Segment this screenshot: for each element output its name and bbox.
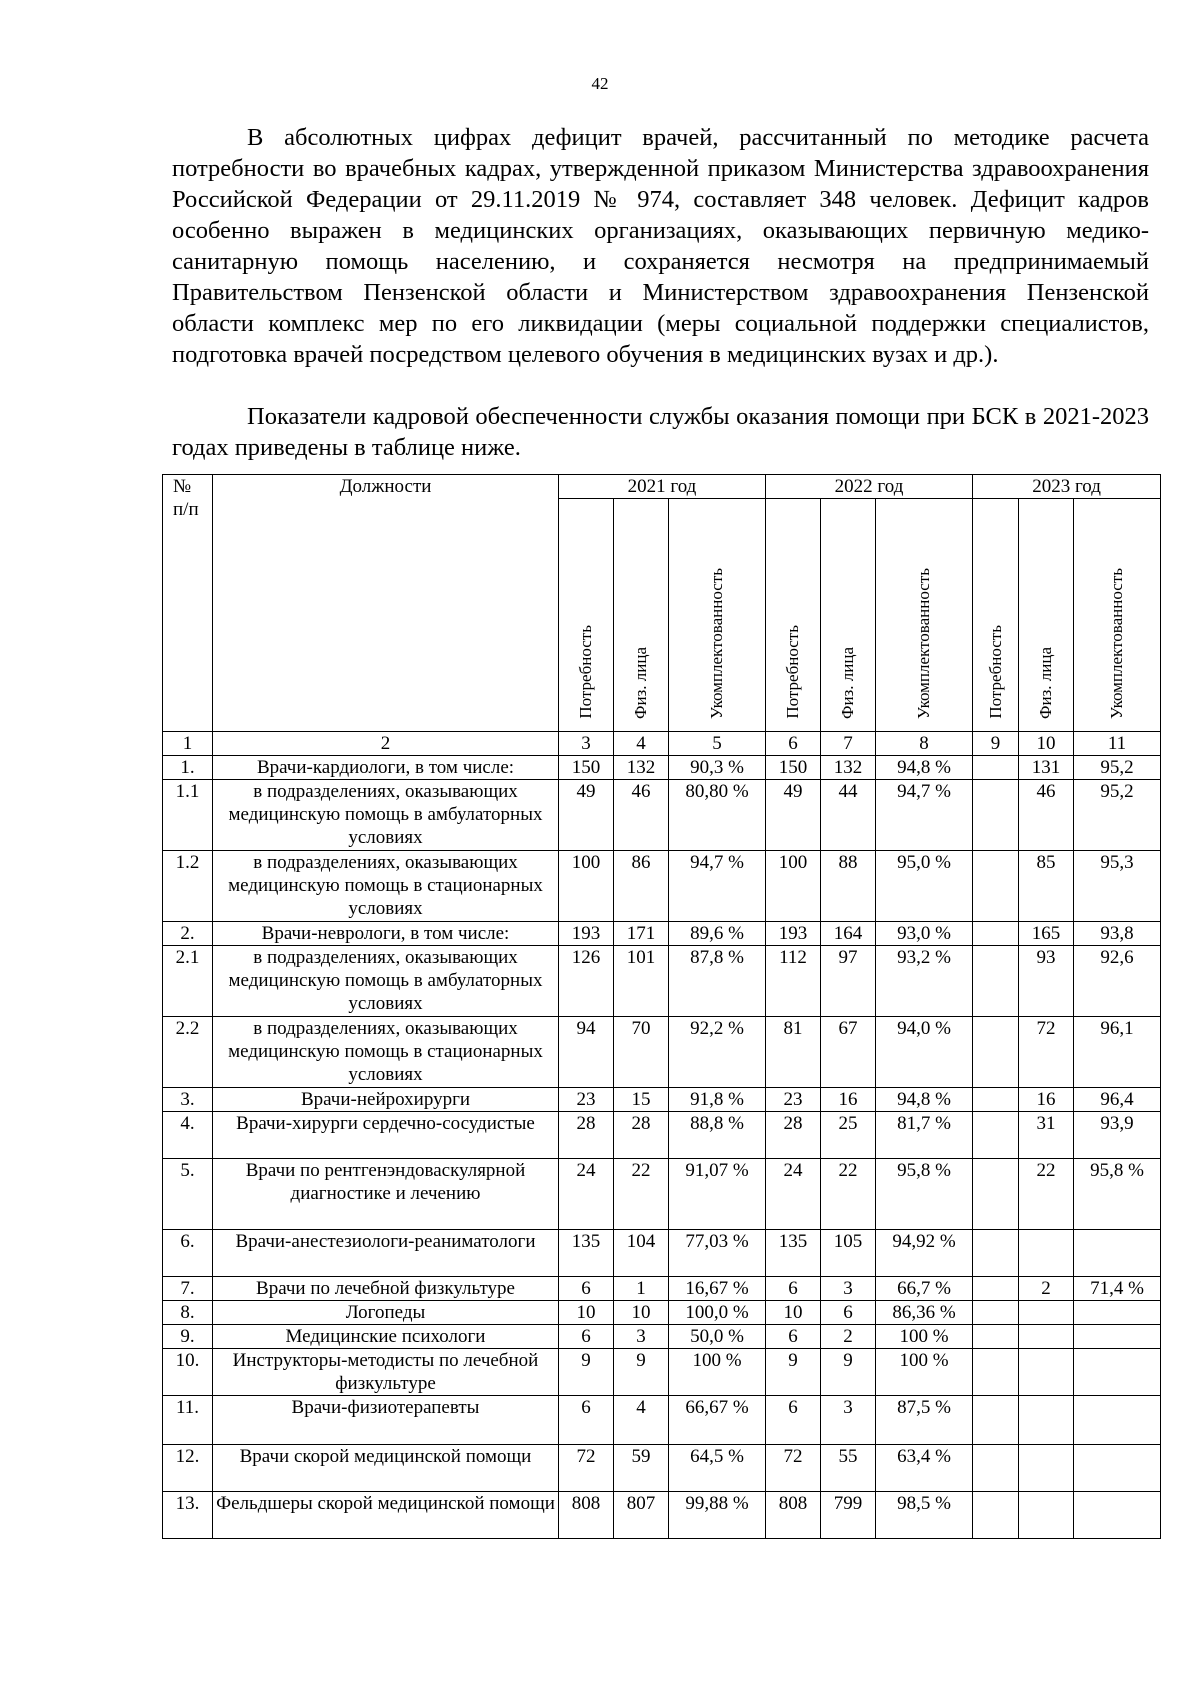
row-value: 6 bbox=[766, 1396, 821, 1445]
row-value: 100 % bbox=[876, 1325, 973, 1349]
row-value bbox=[973, 1112, 1019, 1159]
row-value: 81 bbox=[766, 1017, 821, 1088]
row-value bbox=[1019, 1230, 1074, 1277]
row-value: 16 bbox=[821, 1088, 876, 1112]
header-persons-2021: Физ. лица bbox=[614, 499, 669, 732]
row-value: 94,8 % bbox=[876, 1088, 973, 1112]
staffing-table bbox=[162, 474, 1161, 1539]
row-position: Врачи-неврологи, в том числе: bbox=[213, 922, 559, 946]
row-value: 28 bbox=[559, 1112, 614, 1159]
row-value: 71,4 % bbox=[1074, 1277, 1161, 1301]
row-position: Врачи-кардиологи, в том числе: bbox=[213, 756, 559, 780]
row-value bbox=[973, 1445, 1019, 1492]
row-value bbox=[973, 1492, 1019, 1539]
row-number: 13. bbox=[163, 1492, 213, 1539]
row-value: 31 bbox=[1019, 1112, 1074, 1159]
row-value: 6 bbox=[559, 1325, 614, 1349]
row-value: 99,88 % bbox=[669, 1492, 766, 1539]
row-value: 86 bbox=[614, 851, 669, 922]
row-value: 95,3 bbox=[1074, 851, 1161, 922]
header-year-2021: 2021 год bbox=[559, 475, 766, 499]
row-value: 10 bbox=[559, 1301, 614, 1325]
page-number: 42 bbox=[591, 74, 609, 93]
row-value: 95,2 bbox=[1074, 756, 1161, 780]
row-value bbox=[973, 780, 1019, 851]
row-value: 16,67 % bbox=[669, 1277, 766, 1301]
table-row bbox=[163, 1088, 1161, 1112]
col-number: 7 bbox=[821, 732, 876, 756]
row-value: 59 bbox=[614, 1445, 669, 1492]
row-number: 2.2 bbox=[163, 1017, 213, 1088]
table-row bbox=[163, 1230, 1161, 1277]
col-number: 3 bbox=[559, 732, 614, 756]
col-number: 5 bbox=[669, 732, 766, 756]
table-row bbox=[163, 1445, 1161, 1492]
row-value: 100,0 % bbox=[669, 1301, 766, 1325]
row-position: в подразделениях, оказывающих медицинскую помощь в стационарных условиях bbox=[213, 1017, 559, 1088]
row-value bbox=[1019, 1445, 1074, 1492]
row-value: 93,9 bbox=[1074, 1112, 1161, 1159]
row-value: 64,5 % bbox=[669, 1445, 766, 1492]
row-position: в подразделениях, оказывающих медицинскую помощь в стационарных условиях bbox=[213, 851, 559, 922]
row-value: 3 bbox=[821, 1277, 876, 1301]
row-value bbox=[1074, 1492, 1161, 1539]
row-value bbox=[973, 1277, 1019, 1301]
row-value bbox=[1074, 1396, 1161, 1445]
row-value: 100 bbox=[766, 851, 821, 922]
row-value bbox=[1019, 1325, 1074, 1349]
row-value: 95,8 % bbox=[1074, 1159, 1161, 1230]
row-value bbox=[1019, 1349, 1074, 1396]
row-value: 67 bbox=[821, 1017, 876, 1088]
row-value: 93,0 % bbox=[876, 922, 973, 946]
row-position: Врачи-хирурги сердечно-сосудистые bbox=[213, 1112, 559, 1159]
row-value: 4 bbox=[614, 1396, 669, 1445]
row-value: 86,36 % bbox=[876, 1301, 973, 1325]
row-position: в подразделениях, оказывающих медицинскую помощь в амбулаторных условиях bbox=[213, 780, 559, 851]
row-value bbox=[1074, 1301, 1161, 1325]
row-value: 10 bbox=[614, 1301, 669, 1325]
row-value: 94,8 % bbox=[876, 756, 973, 780]
row-value: 94,7 % bbox=[876, 780, 973, 851]
row-value bbox=[973, 1325, 1019, 1349]
row-value: 6 bbox=[821, 1301, 876, 1325]
row-value: 70 bbox=[614, 1017, 669, 1088]
row-value: 98,5 % bbox=[876, 1492, 973, 1539]
row-value: 49 bbox=[559, 780, 614, 851]
row-value: 171 bbox=[614, 922, 669, 946]
row-value: 96,4 bbox=[1074, 1088, 1161, 1112]
col-number: 1 bbox=[163, 732, 213, 756]
row-value: 95,0 % bbox=[876, 851, 973, 922]
row-value: 81,7 % bbox=[876, 1112, 973, 1159]
table-row bbox=[163, 946, 1161, 1017]
row-number: 9. bbox=[163, 1325, 213, 1349]
row-value: 6 bbox=[559, 1277, 614, 1301]
table-body bbox=[163, 756, 1161, 1539]
row-value bbox=[1019, 1492, 1074, 1539]
header-need-2023: Потребность bbox=[973, 499, 1019, 732]
row-number: 1.2 bbox=[163, 851, 213, 922]
row-value: 77,03 % bbox=[669, 1230, 766, 1277]
row-value: 25 bbox=[821, 1112, 876, 1159]
table-row bbox=[163, 1492, 1161, 1539]
row-value: 88 bbox=[821, 851, 876, 922]
row-value bbox=[973, 1301, 1019, 1325]
row-value: 9 bbox=[614, 1349, 669, 1396]
row-value: 24 bbox=[559, 1159, 614, 1230]
header-position: Должности bbox=[213, 475, 559, 732]
row-value: 9 bbox=[559, 1349, 614, 1396]
row-value bbox=[973, 1349, 1019, 1396]
table-row bbox=[163, 1277, 1161, 1301]
row-value: 50,0 % bbox=[669, 1325, 766, 1349]
header-num: № п/п bbox=[163, 475, 213, 732]
row-value: 89,6 % bbox=[669, 922, 766, 946]
row-position: Логопеды bbox=[213, 1301, 559, 1325]
row-value bbox=[973, 756, 1019, 780]
row-value: 6 bbox=[766, 1277, 821, 1301]
row-position: Врачи-физиотерапевты bbox=[213, 1396, 559, 1445]
row-value: 6 bbox=[559, 1396, 614, 1445]
row-value: 95,8 % bbox=[876, 1159, 973, 1230]
row-value: 94 bbox=[559, 1017, 614, 1088]
row-value: 2 bbox=[1019, 1277, 1074, 1301]
paragraph-table-intro-text: Показатели кадровой обеспеченности службы оказания помощи при БСК в 2021-2023 годах приведены в таблице ниже. bbox=[172, 403, 1149, 461]
header-persons-2023: Физ. лица bbox=[1019, 499, 1074, 732]
row-position: Врачи-нейрохирурги bbox=[213, 1088, 559, 1112]
col-number: 2 bbox=[213, 732, 559, 756]
row-position: Врачи-анестезиологи-реаниматологи bbox=[213, 1230, 559, 1277]
col-number: 10 bbox=[1019, 732, 1074, 756]
row-number: 2.1 bbox=[163, 946, 213, 1017]
row-number: 5. bbox=[163, 1159, 213, 1230]
row-value: 46 bbox=[1019, 780, 1074, 851]
row-number: 6. bbox=[163, 1230, 213, 1277]
row-value: 126 bbox=[559, 946, 614, 1017]
row-value: 135 bbox=[766, 1230, 821, 1277]
row-value: 150 bbox=[766, 756, 821, 780]
row-value: 72 bbox=[1019, 1017, 1074, 1088]
row-value: 97 bbox=[821, 946, 876, 1017]
row-value: 23 bbox=[766, 1088, 821, 1112]
row-value bbox=[973, 1159, 1019, 1230]
row-value: 132 bbox=[614, 756, 669, 780]
table-row bbox=[163, 851, 1161, 922]
row-value bbox=[1074, 1325, 1161, 1349]
table-row bbox=[163, 1396, 1161, 1445]
paragraph-table-intro bbox=[172, 401, 1149, 463]
row-value: 80,80 % bbox=[669, 780, 766, 851]
row-value: 93 bbox=[1019, 946, 1074, 1017]
row-position: Врачи по лечебной физкультуре bbox=[213, 1277, 559, 1301]
row-value: 193 bbox=[766, 922, 821, 946]
row-value: 165 bbox=[1019, 922, 1074, 946]
row-position: Врачи по рентгенэндоваскулярной диагностике и лечению bbox=[213, 1159, 559, 1230]
row-value bbox=[973, 922, 1019, 946]
row-value bbox=[973, 1396, 1019, 1445]
row-value: 49 bbox=[766, 780, 821, 851]
row-value: 807 bbox=[614, 1492, 669, 1539]
header-staffing-2023: Укомплектованность bbox=[1074, 499, 1161, 732]
row-value: 85 bbox=[1019, 851, 1074, 922]
row-value: 193 bbox=[559, 922, 614, 946]
row-value bbox=[1074, 1230, 1161, 1277]
row-value: 96,1 bbox=[1074, 1017, 1161, 1088]
row-value: 28 bbox=[614, 1112, 669, 1159]
header-staffing-2021: Укомплектованность bbox=[669, 499, 766, 732]
row-value bbox=[1074, 1349, 1161, 1396]
row-value: 92,6 bbox=[1074, 946, 1161, 1017]
row-value: 92,2 % bbox=[669, 1017, 766, 1088]
row-value: 91,07 % bbox=[669, 1159, 766, 1230]
row-value: 24 bbox=[766, 1159, 821, 1230]
table-row bbox=[163, 1112, 1161, 1159]
row-position: Инструкторы-методисты по лечебной физкультуре bbox=[213, 1349, 559, 1396]
row-value: 46 bbox=[614, 780, 669, 851]
row-value: 150 bbox=[559, 756, 614, 780]
row-value: 112 bbox=[766, 946, 821, 1017]
row-value: 2 bbox=[821, 1325, 876, 1349]
row-number: 12. bbox=[163, 1445, 213, 1492]
row-value: 94,7 % bbox=[669, 851, 766, 922]
row-value bbox=[973, 1088, 1019, 1112]
table-row bbox=[163, 780, 1161, 851]
row-position: Медицинские психологи bbox=[213, 1325, 559, 1349]
row-value bbox=[1019, 1301, 1074, 1325]
row-value: 100 % bbox=[669, 1349, 766, 1396]
row-value: 66,67 % bbox=[669, 1396, 766, 1445]
row-number: 11. bbox=[163, 1396, 213, 1445]
row-number: 1.1 bbox=[163, 780, 213, 851]
row-value: 135 bbox=[559, 1230, 614, 1277]
row-value: 90,3 % bbox=[669, 756, 766, 780]
column-numbers-row bbox=[163, 732, 1161, 756]
table-row bbox=[163, 1325, 1161, 1349]
table-row bbox=[163, 922, 1161, 946]
row-number: 7. bbox=[163, 1277, 213, 1301]
header-year-2023: 2023 год bbox=[973, 475, 1161, 499]
table-row bbox=[163, 1017, 1161, 1088]
row-value bbox=[1074, 1445, 1161, 1492]
row-value: 3 bbox=[614, 1325, 669, 1349]
row-value: 131 bbox=[1019, 756, 1074, 780]
row-value: 87,5 % bbox=[876, 1396, 973, 1445]
row-value: 95,2 bbox=[1074, 780, 1161, 851]
paragraph-deficit-text: В абсолютных цифрах дефицит врачей, рассчитанный по методике расчета потребности во врачебных кадрах, утвержденной приказом Министерства здравоохранения Российской Федерации от 29.11.2019 № 974, составляет 348 человек. Дефицит кадров особенно выражен в медицинских организациях, оказывающих первичную медико-санитарную помощь населению, и сохраняется несмотря на предпринимаемый Правительством Пензенской области и Министерством здравоохранения Пензенской области комплекс мер по его ликвидации (меры социальной поддержки специалистов, подготовка врачей посредством целевого обучения в медицинских вузах и др.). bbox=[172, 124, 1149, 368]
row-value: 93,8 bbox=[1074, 922, 1161, 946]
row-value: 87,8 % bbox=[669, 946, 766, 1017]
row-number: 3. bbox=[163, 1088, 213, 1112]
col-number: 9 bbox=[973, 732, 1019, 756]
row-value: 15 bbox=[614, 1088, 669, 1112]
col-number: 11 bbox=[1074, 732, 1161, 756]
header-year-2022: 2022 год bbox=[766, 475, 973, 499]
row-value: 88,8 % bbox=[669, 1112, 766, 1159]
row-value: 101 bbox=[614, 946, 669, 1017]
row-value: 72 bbox=[766, 1445, 821, 1492]
row-value: 9 bbox=[766, 1349, 821, 1396]
row-value: 28 bbox=[766, 1112, 821, 1159]
row-number: 4. bbox=[163, 1112, 213, 1159]
paragraph-deficit bbox=[172, 122, 1149, 370]
row-value: 22 bbox=[1019, 1159, 1074, 1230]
row-value: 22 bbox=[614, 1159, 669, 1230]
header-need-2021: Потребность bbox=[559, 499, 614, 732]
row-value: 66,7 % bbox=[876, 1277, 973, 1301]
row-position: Врачи скорой медицинской помощи bbox=[213, 1445, 559, 1492]
row-value: 10 bbox=[766, 1301, 821, 1325]
row-value: 100 bbox=[559, 851, 614, 922]
row-position: в подразделениях, оказывающих медицинскую помощь в амбулаторных условиях bbox=[213, 946, 559, 1017]
row-value bbox=[973, 1230, 1019, 1277]
row-value: 132 bbox=[821, 756, 876, 780]
row-value: 105 bbox=[821, 1230, 876, 1277]
row-value: 55 bbox=[821, 1445, 876, 1492]
header-need-2022: Потребность bbox=[766, 499, 821, 732]
row-position: Фельдшеры скорой медицинской помощи bbox=[213, 1492, 559, 1539]
row-value: 44 bbox=[821, 780, 876, 851]
row-number: 1. bbox=[163, 756, 213, 780]
row-value: 1 bbox=[614, 1277, 669, 1301]
row-value bbox=[973, 1017, 1019, 1088]
row-value bbox=[1019, 1396, 1074, 1445]
row-value bbox=[973, 946, 1019, 1017]
row-value: 16 bbox=[1019, 1088, 1074, 1112]
row-value: 94,92 % bbox=[876, 1230, 973, 1277]
col-number: 8 bbox=[876, 732, 973, 756]
row-value: 799 bbox=[821, 1492, 876, 1539]
col-number: 6 bbox=[766, 732, 821, 756]
row-value: 72 bbox=[559, 1445, 614, 1492]
table-row bbox=[163, 756, 1161, 780]
table-row bbox=[163, 1301, 1161, 1325]
row-value: 23 bbox=[559, 1088, 614, 1112]
row-value bbox=[973, 851, 1019, 922]
row-value: 91,8 % bbox=[669, 1088, 766, 1112]
row-value: 100 % bbox=[876, 1349, 973, 1396]
col-number: 4 bbox=[614, 732, 669, 756]
header-staffing-2022: Укомплектованность bbox=[876, 499, 973, 732]
row-value: 94,0 % bbox=[876, 1017, 973, 1088]
row-value: 104 bbox=[614, 1230, 669, 1277]
row-value: 3 bbox=[821, 1396, 876, 1445]
row-value: 164 bbox=[821, 922, 876, 946]
row-value: 808 bbox=[559, 1492, 614, 1539]
row-value: 63,4 % bbox=[876, 1445, 973, 1492]
row-value: 9 bbox=[821, 1349, 876, 1396]
row-value: 22 bbox=[821, 1159, 876, 1230]
row-value: 808 bbox=[766, 1492, 821, 1539]
table-row bbox=[163, 1349, 1161, 1396]
header-persons-2022: Физ. лица bbox=[821, 499, 876, 732]
row-value: 93,2 % bbox=[876, 946, 973, 1017]
row-value: 6 bbox=[766, 1325, 821, 1349]
table-row bbox=[163, 1159, 1161, 1230]
row-number: 10. bbox=[163, 1349, 213, 1396]
row-number: 2. bbox=[163, 922, 213, 946]
row-number: 8. bbox=[163, 1301, 213, 1325]
